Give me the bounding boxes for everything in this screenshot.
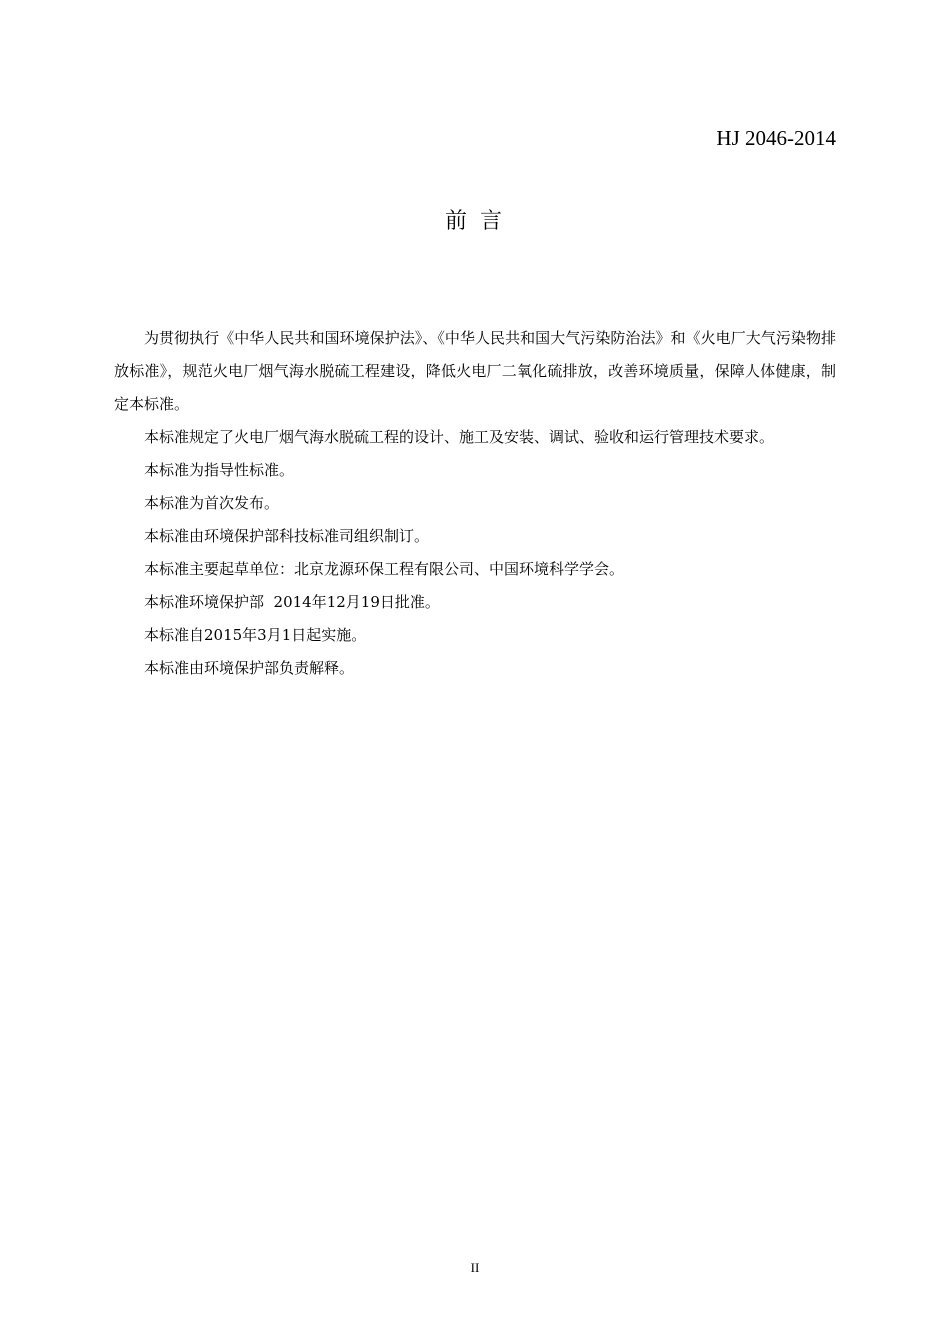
paragraph-purpose: 为贯彻执行《中华人民共和国环境保护法》、《中华人民共和国大气污染防治法》和《火电厂大气污染物排放标准》，规范火电厂烟气海水脱硫工程建设，降低火电厂二氧化硫排放，改善环境质量，保障人体健康，制定本标准。 [114, 329, 836, 413]
page-number: II [470, 1260, 480, 1275]
paragraph-nature: 本标准为指导性标准。 [144, 461, 295, 479]
paragraph-scope: 本标准规定了火电厂烟气海水脱硫工程的设计、施工及安装、调试、验收和运行管理技术要求。 [144, 428, 775, 446]
paragraph-effective-date: 本标准自2015年3月1日起实施。 [144, 626, 367, 644]
paragraph-organizer: 本标准由环境保护部科技标准司组织制订。 [144, 527, 430, 545]
paragraph-drafters: 本标准主要起草单位：北京龙源环保工程有限公司、中国环境科学学会。 [144, 560, 625, 578]
paragraph-interpretation: 本标准由环境保护部负责解释。 [144, 659, 355, 677]
paragraph-approval: 本标准环境保护部 2014年12月19日批准。 [144, 593, 440, 611]
paragraph-first-release: 本标准为首次发布。 [144, 494, 280, 512]
page-title: 前 言 [445, 209, 505, 234]
standard-code: HJ 2046-2014 [716, 126, 836, 150]
foreword-body [114, 322, 836, 685]
